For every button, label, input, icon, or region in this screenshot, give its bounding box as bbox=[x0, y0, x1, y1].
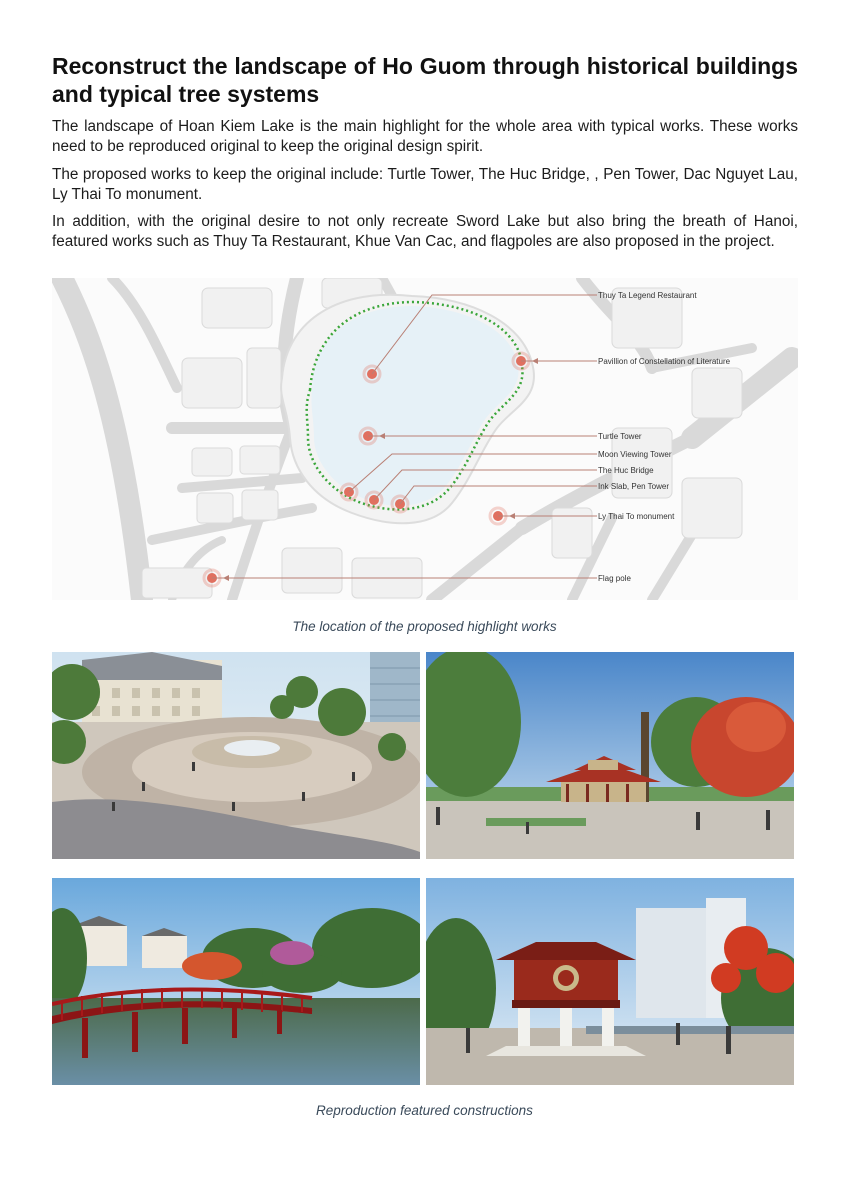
additional-works-paragraph: In addition, with the original desire to not only recreate Sword Lake but also bring the breath of Hanoi, featured works such as Thuy Ta Restaurant, Khue Van Cac, and flagpoles are also proposed in the project. bbox=[52, 213, 798, 250]
page-title: Reconstruct the landscape of Ho Guom through historical buildings and typical tree systems bbox=[52, 53, 798, 107]
label-turtle-tower: Turtle Tower bbox=[598, 432, 642, 441]
intro-paragraph: The landscape of Hoan Kiem Lake is the main highlight for the whole area with typical works. These works need to be reproduced original to keep the original design spirit. bbox=[52, 118, 798, 155]
site-plan-map bbox=[52, 278, 798, 600]
map-caption: The location of the proposed highlight works bbox=[292, 619, 557, 634]
khue-van-cac-rendering-image bbox=[426, 878, 794, 1085]
label-thuy-ta: Thuy Ta Legend Restaurant bbox=[598, 291, 697, 300]
huc-bridge-rendering-image bbox=[52, 878, 420, 1085]
label-flag-pole: Flag pole bbox=[598, 574, 631, 583]
label-ink-slab-pen-tower: Ink Slab, Pen Tower bbox=[598, 482, 670, 491]
label-khue-van-cac: Pavillion of Constellation of Literature bbox=[598, 357, 731, 366]
plaza-rendering-image bbox=[52, 652, 420, 859]
label-moon-viewing-tower: Moon Viewing Tower bbox=[598, 450, 672, 459]
proposed-works-paragraph: The proposed works to keep the original include: Turtle Tower, The Huc Bridge, , Pen Tower, Dac Nguyet Lau, Ly Thai To monument. bbox=[52, 166, 798, 203]
label-ly-thai-to: Ly Thai To monument bbox=[598, 512, 675, 521]
pavilion-rendering-image bbox=[426, 652, 794, 859]
photos-caption: Reproduction featured constructions bbox=[316, 1103, 533, 1118]
label-the-huc-bridge: The Huc Bridge bbox=[598, 466, 654, 475]
